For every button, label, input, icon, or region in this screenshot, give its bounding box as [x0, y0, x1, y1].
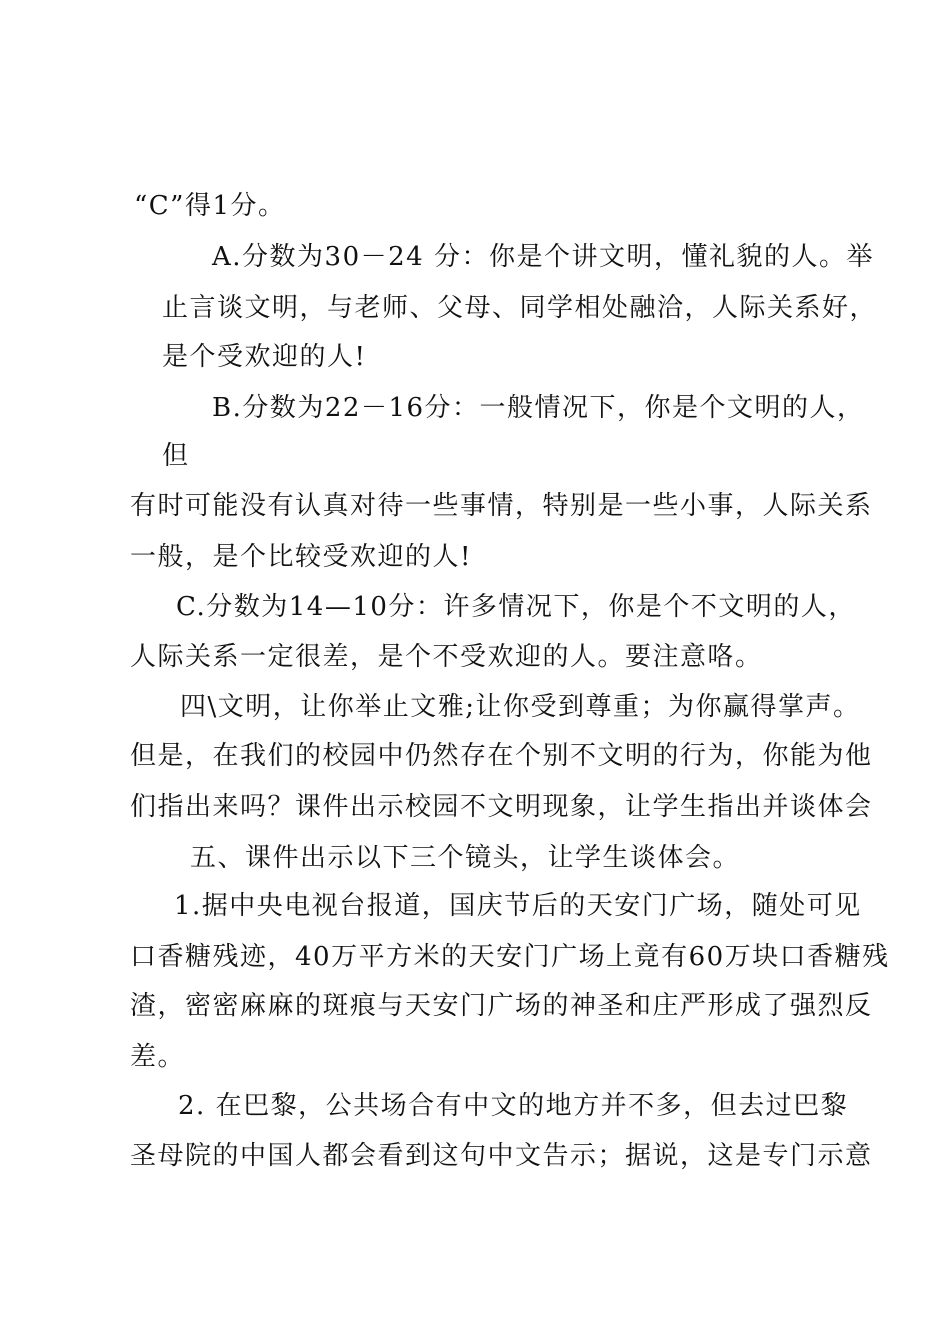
text-line: 但: [162, 441, 190, 471]
text-line: 四\文明，让你举止文雅;让你受到尊重；为你赢得掌声。: [180, 692, 861, 722]
text-line: 人际关系一定很差，是个不受欢迎的人。要注意咯。: [130, 642, 763, 672]
text-line: 止言谈文明，与老师、父母、同学相处融洽，人际关系好，: [162, 293, 878, 323]
text-line: 一般，是个比较受欢迎的人!: [130, 542, 472, 572]
text-line: 圣母院的中国人都会看到这句中文告示；据说，这是专门示意: [130, 1141, 873, 1171]
text-line: A.分数为30－24 分：你是个讲文明，懂礼貌的人。举: [212, 242, 874, 272]
text-line: 但是，在我们的校园中仍然存在个别不文明的行为，你能为他: [130, 741, 873, 771]
text-line: 是个受欢迎的人!: [162, 342, 367, 372]
text-line: 口香糖残迹，40万平方米的天安门广场上竟有60万块口香糖残: [130, 942, 890, 972]
text-line: “C”得1分。: [134, 191, 286, 221]
text-line: 五、课件出示以下三个镜头，让学生谈体会。: [190, 843, 741, 873]
text-line: 们指出来吗？课件出示校园不文明现象，让学生指出并谈体会: [130, 792, 873, 822]
text-line: 1.据中央电视台报道，国庆节后的天安门广场，随处可见: [174, 891, 862, 921]
text-line: B.分数为22－16分：一般情况下，你是个文明的人，: [212, 393, 865, 423]
text-line: C.分数为14—10分：许多情况下，你是个不文明的人，: [176, 592, 856, 622]
text-line: 差。: [130, 1042, 186, 1072]
text-line: 2. 在巴黎，公共场合有中文的地方并不多，但去过巴黎: [178, 1091, 849, 1121]
text-line: 有时可能没有认真对待一些事情，特别是一些小事，人际关系: [130, 491, 873, 521]
text-line: 渣，密密麻麻的斑痕与天安门广场的神圣和庄严形成了强烈反: [130, 991, 873, 1021]
